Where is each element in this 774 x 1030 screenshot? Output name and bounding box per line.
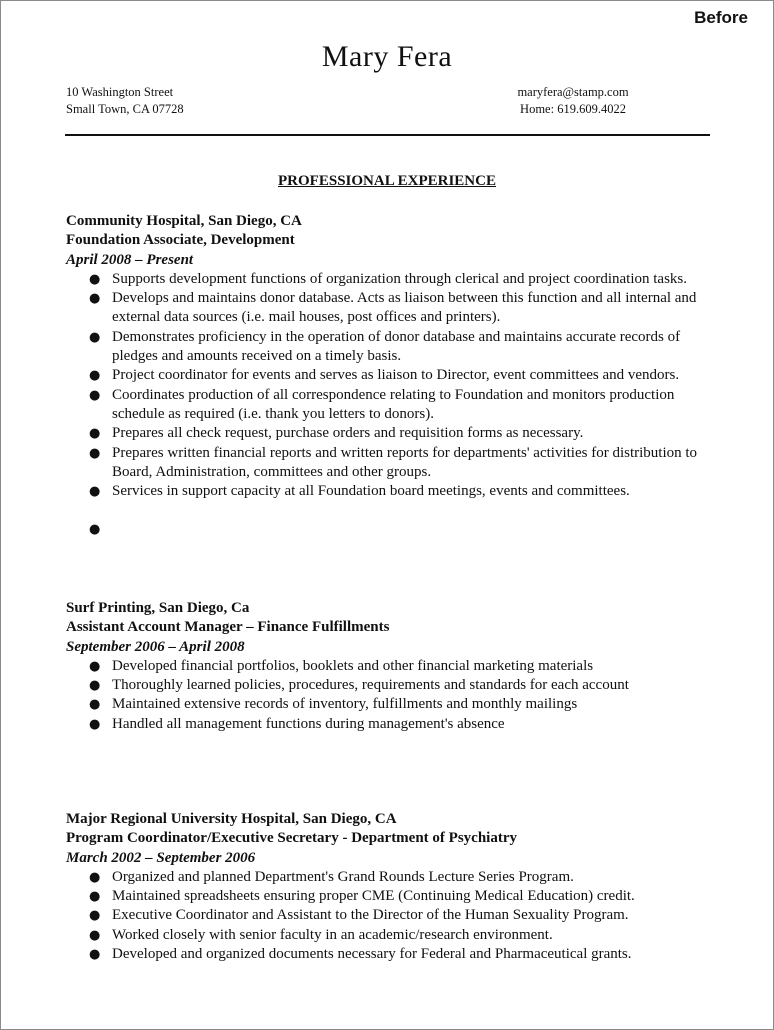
job-bullet bbox=[66, 868, 716, 887]
bullet-text: Demonstrates proficiency in the operation of donor database and maintains accurate records of pledges and amounts received on a timely basis. bbox=[112, 328, 681, 365]
job-company: Community Hospital, San Diego, CA bbox=[66, 213, 302, 229]
bullet-icon: ● bbox=[89, 445, 101, 461]
bullet-icon: ● bbox=[89, 271, 101, 287]
job-bullet-list bbox=[66, 270, 716, 540]
job-bullet bbox=[66, 695, 716, 714]
job-bullet bbox=[66, 657, 716, 676]
bullet-icon: ● bbox=[89, 889, 101, 905]
address-line-1: 10 Washington Street bbox=[66, 85, 174, 99]
bullet-icon: ● bbox=[89, 869, 101, 885]
job-title: Foundation Associate, Development bbox=[66, 232, 295, 249]
job-bullet-list bbox=[66, 868, 716, 964]
bullet-text: Project coordinator for events and serves as liaison to Director, event committees and vendors. bbox=[112, 367, 680, 384]
before-label: Before bbox=[694, 8, 748, 27]
job-bullet bbox=[66, 366, 716, 385]
job-bullet bbox=[66, 386, 716, 425]
job-bullet bbox=[66, 676, 716, 695]
job-title: Program Coordinator/Executive Secretary - Department of Psychiatry bbox=[66, 830, 517, 847]
bullet-icon: ● bbox=[89, 927, 101, 943]
resume-name: Mary Fera bbox=[321, 40, 453, 73]
job-bullet bbox=[66, 715, 716, 734]
bullet-text: Develops and maintains donor database. Acts as liaison between this function and all internal and external data sources (i.e. mail houses, post offices and printers). bbox=[112, 290, 697, 326]
job-title: Assistant Account Manager – Finance Fulfillments bbox=[66, 619, 390, 636]
bullet-icon: ● bbox=[89, 484, 101, 500]
job-bullet-list bbox=[66, 657, 716, 734]
section-heading: PROFESSIONAL EXPERIENCE bbox=[278, 173, 496, 189]
bullet-text: Prepares all check request, purchase orders and requisition forms as necessary. bbox=[112, 425, 584, 442]
bullet-text: Worked closely with senior faculty in an academic/research environment. bbox=[112, 926, 553, 943]
bullet-text: Developed and organized documents necessary for Federal and Pharmaceutical grants. bbox=[112, 946, 632, 963]
job-company: Surf Printing, San Diego, Ca bbox=[66, 600, 250, 616]
bullet-text: Thoroughly learned policies, procedures, requirements and standards for each account bbox=[112, 677, 629, 694]
bullet-icon: ● bbox=[89, 426, 101, 442]
bullet-text: Supports development functions of organization through clerical and project coordination tasks. bbox=[112, 270, 687, 287]
job-bullet bbox=[66, 945, 716, 964]
email-address: maryfera@stamp.com bbox=[517, 85, 629, 99]
job-bullet bbox=[66, 328, 716, 367]
job-bullet bbox=[66, 887, 716, 906]
bullet-text: Handled all management functions during management's absence bbox=[112, 715, 505, 732]
address-block bbox=[66, 84, 184, 118]
bullet-text: Executive Coordinator and Assistant to the Director of the Human Sexuality Program. bbox=[112, 907, 629, 924]
bullet-icon: ● bbox=[89, 522, 101, 538]
job-entry bbox=[66, 810, 716, 964]
header-divider bbox=[65, 134, 710, 136]
job-bullet bbox=[66, 270, 716, 289]
empty-bullet bbox=[66, 520, 716, 539]
bullet-icon: ● bbox=[89, 658, 101, 674]
bullet-icon: ● bbox=[89, 947, 101, 963]
bullet-icon: ● bbox=[89, 291, 101, 307]
job-bullet bbox=[66, 289, 716, 328]
bullet-icon: ● bbox=[89, 329, 101, 345]
job-company: Major Regional University Hospital, San Diego, CA bbox=[66, 811, 397, 827]
contact-block bbox=[500, 84, 646, 118]
bullet-icon: ● bbox=[89, 697, 101, 713]
job-bullet bbox=[66, 444, 716, 483]
bullet-text: Services in support capacity at all Foundation board meetings, events and committees. bbox=[112, 483, 630, 500]
job-entry bbox=[66, 212, 716, 539]
bullet-text: Coordinates production of all correspondence relating to Foundation and monitors production schedule as required (i.e. thank you letters to donors). bbox=[112, 386, 675, 422]
job-bullet bbox=[66, 424, 716, 443]
address-line-2: Small Town, CA 07728 bbox=[66, 102, 184, 116]
bullet-text: Prepares written financial reports and written reports for departments' activities for distribution to Board, Administration, committees and other groups. bbox=[112, 444, 698, 480]
bullet-icon: ● bbox=[89, 678, 101, 694]
bullet-text: Developed financial portfolios, booklets and other financial marketing materials bbox=[112, 657, 594, 674]
bullet-icon: ● bbox=[89, 716, 101, 732]
job-bullet bbox=[66, 482, 716, 501]
bullet-icon: ● bbox=[89, 387, 101, 403]
job-dates: April 2008 – Present bbox=[66, 251, 194, 268]
bullet-text: Organized and planned Department's Grand Rounds Lecture Series Program. bbox=[112, 868, 574, 885]
job-dates: March 2002 – September 2006 bbox=[66, 849, 256, 866]
bullet-text: Maintained extensive records of inventory, fulfillments and monthly mailings bbox=[112, 696, 578, 713]
bullet-icon: ● bbox=[89, 368, 101, 384]
job-dates: September 2006 – April 2008 bbox=[66, 638, 245, 655]
job-bullet bbox=[66, 906, 716, 925]
phone-number: Home: 619.609.4022 bbox=[520, 102, 626, 116]
job-bullet bbox=[66, 926, 716, 945]
bullet-text: Maintained spreadsheets ensuring proper CME (Continuing Medical Education) credit. bbox=[112, 888, 635, 905]
bullet-icon: ● bbox=[89, 908, 101, 924]
job-entry bbox=[66, 599, 716, 734]
